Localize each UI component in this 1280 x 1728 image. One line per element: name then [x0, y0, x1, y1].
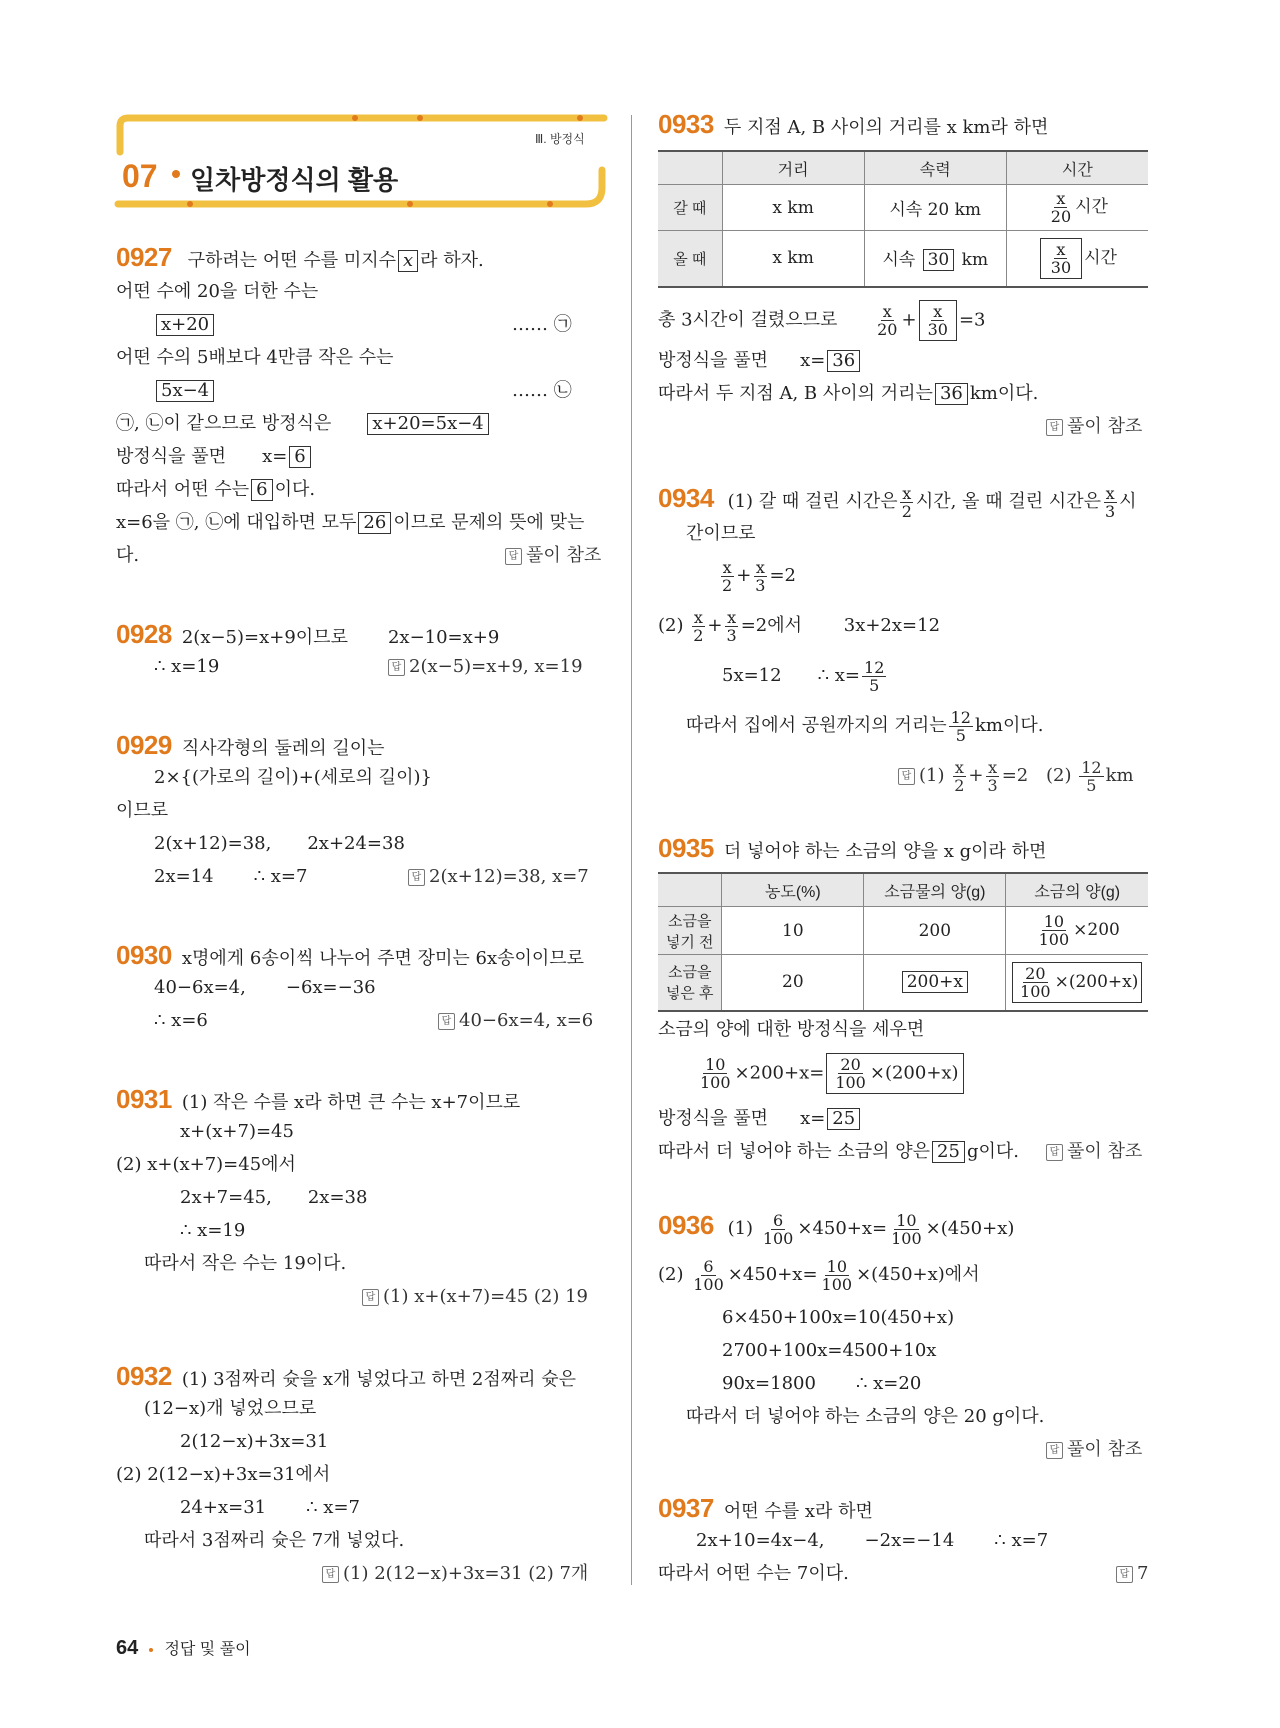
- problem-0936-line5: 90x=1800 ∴ x=20: [722, 1373, 922, 1394]
- answer-0928: 답 2(x−5)=x+9, x=19: [388, 655, 583, 679]
- problem-0934-line6: 따라서 집에서 공원까지의 거리는 $\frac{12}{5}$ km이다.: [686, 707, 1044, 745]
- answer-icon: 답: [322, 1566, 339, 1583]
- problem-number: 0937: [658, 1493, 714, 1523]
- problem-0932-line3: 2(12−x)+3x=31: [180, 1431, 329, 1452]
- answer-0927: 답 풀이 참조: [505, 544, 601, 568]
- table-row: 올 때 x km 시속 30 km $\frac{x}{30}$ 시간: [658, 231, 1148, 287]
- problem-0927-line5: 5x−4: [154, 379, 216, 403]
- problem-0932-line4: (2) 2(12−x)+3x=31에서: [116, 1464, 331, 1485]
- problem-number: 0932: [116, 1361, 172, 1391]
- problem-0930-line1: 0930 x명에게 6송이씩 나누어 주면 장미는 6x송이이므로: [116, 940, 585, 970]
- problem-number: 0929: [116, 730, 172, 760]
- problem-0928-line2: ∴ x=19: [154, 656, 220, 677]
- problem-0935-line2: 소금의 양에 대한 방정식을 세우면: [658, 1019, 925, 1040]
- problem-0928-line1: 0928 2(x−5)=x+9이므로 2x−10=x+9: [116, 619, 500, 649]
- problem-0929-line1: 0929 직사각형의 둘레의 길이는: [116, 730, 385, 760]
- problem-0927-line10: 다.: [116, 545, 140, 566]
- answer-0935: 답 풀이 참조: [1046, 1140, 1142, 1164]
- column-separator: [631, 115, 632, 1585]
- problem-0932-line2: (12−x)개 넣었으므로: [144, 1398, 317, 1419]
- answer-icon: 답: [1046, 1144, 1063, 1161]
- problem-0927-line7: 방정식을 풀면 x= 6: [116, 445, 313, 469]
- table-row: 소금을 넣기 전 10 200 $\frac{10}{100}$ ×200: [658, 907, 1148, 955]
- problem-0934-line3: $\frac{x}{2}$ + $\frac{x}{3}$ =2: [722, 557, 797, 595]
- answer-icon: 답: [438, 1013, 455, 1030]
- footer-dot: [149, 1648, 153, 1652]
- problem-0936-line1: 0936 (1) $\frac{6}{100}$ ×450+x= $\frac{10}{100}$ ×(450+x): [658, 1210, 1015, 1248]
- problem-0937-line2: 2x+10=4x−4, −2x=−14 ∴ x=7: [696, 1530, 1049, 1551]
- problem-0931-line6: 따라서 작은 수는 19이다.: [144, 1253, 347, 1274]
- table-header-row: 농도(%) 소금물의 양(g) 소금의 양(g): [658, 873, 1148, 907]
- mark-b: …… ㉡: [512, 380, 572, 401]
- chapter-title: 일차방정식의 활용: [190, 165, 399, 195]
- answer-0937: 답 7: [1116, 1562, 1148, 1586]
- problem-0933-line3: 방정식을 풀면 x= 36: [658, 349, 862, 373]
- problem-number: 0933: [658, 109, 714, 139]
- answer-icon: 답: [1116, 1566, 1133, 1583]
- problem-0934-line1: 0934 (1) 갈 때 걸린 시간은 $\frac{x}{2}$ 시간, 올 때 걸린 시간은 $\frac{x}{3}$ 시: [658, 483, 1137, 521]
- problem-0929-line4: 2(x+12)=38, 2x+24=38: [154, 833, 405, 854]
- problem-0931-line2: x+(x+7)=45: [180, 1121, 294, 1142]
- problem-0937-line3: 따라서 어떤 수는 7이다.: [658, 1563, 849, 1584]
- problem-0931-line1: 0931 (1) 작은 수를 x라 하면 큰 수는 x+7이므로: [116, 1084, 521, 1114]
- answer-0933: 답 풀이 참조: [1046, 415, 1142, 439]
- answer-0934: 답 (1) $\frac{x}{2}$ + $\frac{x}{3}$ =2 (2) $\frac{12}{5}$ km: [898, 756, 1134, 796]
- problem-0933-line1: 0933 두 지점 A, B 사이의 거리를 x km라 하면: [658, 109, 1049, 139]
- answer-icon: 답: [388, 659, 405, 676]
- problem-number: 0931: [116, 1084, 172, 1114]
- problem-number: 0927: [116, 242, 172, 272]
- problem-0932-line1: 0932 (1) 3점짜리 슛을 x개 넣었다고 하면 2점짜리 슛은: [116, 1361, 577, 1391]
- problem-0929-line2: 2×{(가로의 길이)+(세로의 길이)}: [154, 767, 432, 788]
- problem-0929-line5: 2x=14 ∴ x=7: [154, 866, 308, 887]
- problem-0930-line2: 40−6x=4, −6x=−36: [154, 977, 376, 998]
- chapter-dot: [172, 170, 180, 178]
- problem-0935-line1: 0935 더 넣어야 하는 소금의 양을 x g이라 하면: [658, 833, 1047, 863]
- problem-0936-line2: (2) $\frac{6}{100}$ ×450+x= $\frac{10}{100}$ ×(450+x)에서: [658, 1256, 980, 1294]
- answer-0936: 답 풀이 참조: [1046, 1438, 1142, 1462]
- problem-0936-line6: 따라서 더 넣어야 하는 소금의 양은 20 g이다.: [686, 1406, 1045, 1427]
- answer-0930: 답 40−6x=4, x=6: [438, 1009, 593, 1033]
- problem-0931-line4: 2x+7=45, 2x=38: [180, 1187, 368, 1208]
- problem-0934-line5: 5x=12 ∴ x= $\frac{12}{5}$: [722, 657, 885, 695]
- answer-0931: 답 (1) x+(x+7)=45 (2) 19: [362, 1285, 588, 1309]
- chapter-number: 07: [122, 158, 158, 194]
- problem-0934-line4: (2) $\frac{x}{2}$ + $\frac{x}{3}$ =2에서 3x+2x=12: [658, 607, 941, 645]
- footer-label: 정답 및 풀이: [164, 1641, 251, 1658]
- problem-0932-line6: 따라서 3점짜리 슛은 7개 넣었다.: [144, 1530, 405, 1551]
- problem-0927-line4: 어떤 수의 5배보다 4만큼 작은 수는: [116, 347, 394, 368]
- answer-icon: 답: [1046, 1442, 1063, 1459]
- problem-0937-line1: 0937 어떤 수를 x라 하면: [658, 1493, 873, 1523]
- page-number: 64: [116, 1637, 139, 1659]
- problem-0927-line9: x=6을 ㉠, ㉡에 대입하면 모두 26 이므로 문제의 뜻에 맞는: [116, 512, 585, 533]
- problem-number: 0930: [116, 940, 172, 970]
- problem-0927-line3: x+20: [154, 313, 216, 337]
- answer-icon: 답: [1046, 419, 1063, 436]
- problem-0927-line1: 0927 구하려는 어떤 수를 미지수 x 라 하자.: [116, 242, 484, 272]
- problem-0935-line5: 따라서 더 넣어야 하는 소금의 양은 25 g이다.: [658, 1141, 1019, 1162]
- problem-0930-line3: ∴ x=6: [154, 1010, 208, 1031]
- problem-0933-line4: 따라서 두 지점 A, B 사이의 거리는 36 km이다.: [658, 383, 1039, 404]
- problem-0932-line5: 24+x=31 ∴ x=7: [180, 1497, 360, 1518]
- answer-0929: 답 2(x+12)=38, x=7: [408, 865, 589, 889]
- answer-icon: 답: [408, 869, 425, 886]
- problem-0931-line5: ∴ x=19: [180, 1220, 246, 1241]
- mark-a: …… ㉠: [512, 314, 572, 335]
- table-row: 소금을 넣은 후 20 200+x $\frac{20}{100}$ ×(200+x): [658, 955, 1148, 1011]
- problem-0929-line3: 이므로: [116, 800, 169, 821]
- problem-0934-line2: 간이므로: [686, 523, 756, 544]
- table-header-row: 거리 속력 시간: [658, 151, 1148, 185]
- problem-0927-line2: 어떤 수에 20을 더한 수는: [116, 281, 319, 302]
- problem-0933-line2: 총 3시간이 걸렸으므로 $\frac{x}{20}$ + $\frac{x}{30}$ =3: [658, 302, 986, 339]
- problem-number: 0928: [116, 619, 172, 649]
- problem-number: 0936: [658, 1210, 714, 1240]
- problem-0936-line3: 6×450+100x=10(450+x): [722, 1307, 955, 1328]
- answer-icon: 답: [505, 548, 522, 565]
- problem-0927-line8: 따라서 어떤 수는 6 이다.: [116, 479, 316, 500]
- problem-0931-line3: (2) x+(x+7)=45에서: [116, 1154, 296, 1175]
- table-0935: [658, 872, 1148, 1012]
- problem-0935-line4: 방정식을 풀면 x= 25: [658, 1107, 862, 1131]
- page-footer: [116, 1636, 251, 1660]
- answer-icon: 답: [898, 768, 915, 785]
- answer-0932: 답 (1) 2(12−x)+3x=31 (2) 7개: [322, 1562, 588, 1586]
- problem-0927-line6: ㉠, ㉡이 같으므로 방정식은 x+20=5x−4: [116, 412, 491, 436]
- answer-icon: 답: [362, 1289, 379, 1306]
- problem-0935-line3: $\frac{10}{100}$ ×200+x= $\frac{20}{100}$ ×(200+x): [696, 1053, 966, 1094]
- problem-number: 0934: [658, 483, 714, 513]
- section-tag: Ⅲ. 방정식: [535, 132, 585, 146]
- table-row: 갈 때 x km 시속 20 km $\frac{x}{20}$ 시간: [658, 185, 1148, 231]
- table-0933: [658, 150, 1148, 288]
- problem-number: 0935: [658, 833, 714, 863]
- problem-0936-line4: 2700+100x=4500+10x: [722, 1340, 937, 1361]
